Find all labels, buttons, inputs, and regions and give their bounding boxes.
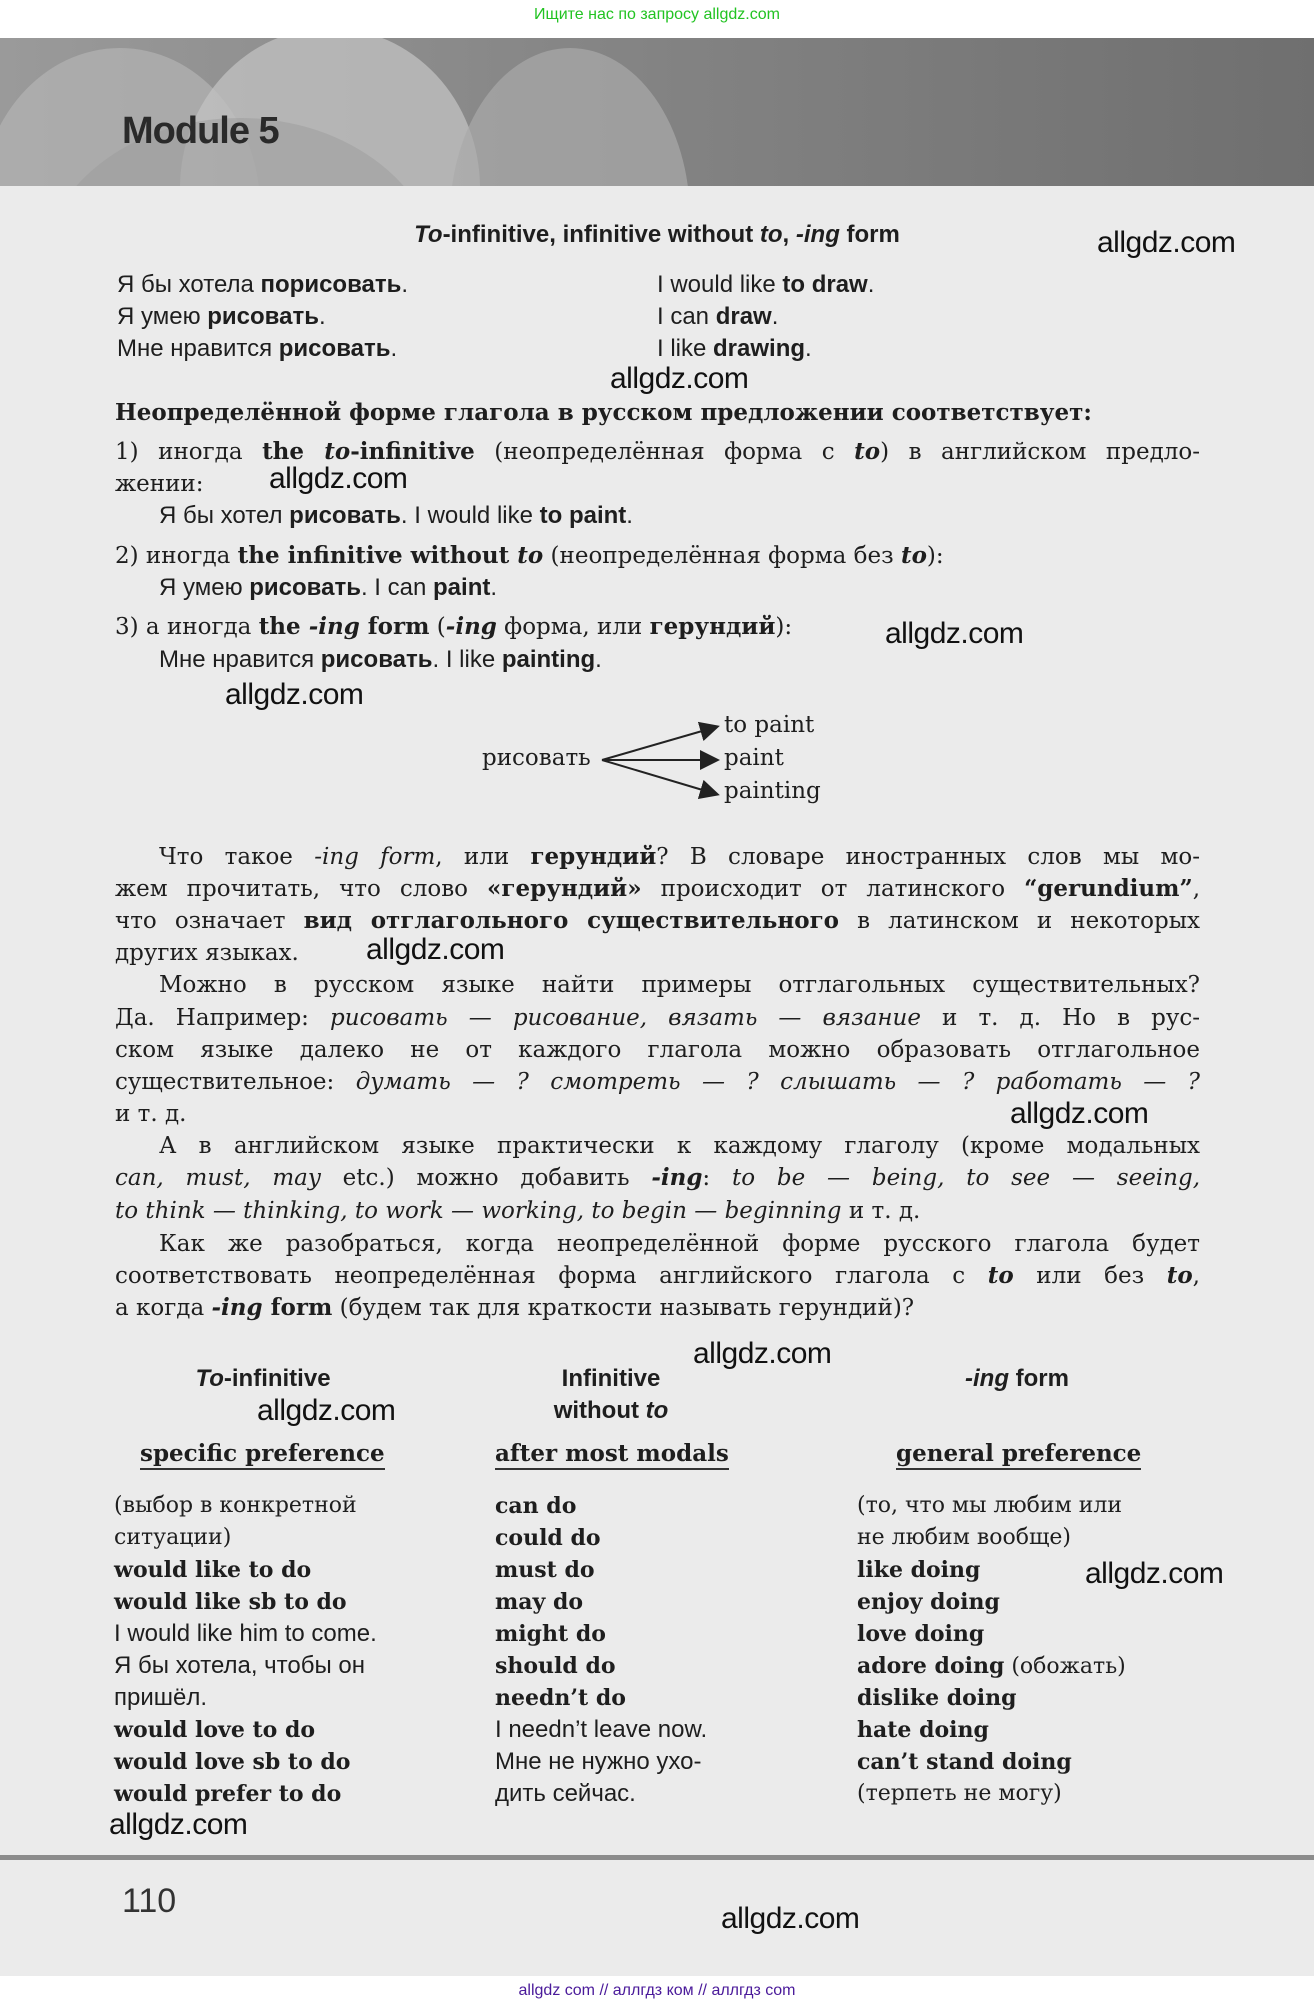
text-segment: герундий	[530, 843, 657, 870]
text-segment: form	[359, 613, 430, 640]
body-line	[115, 906, 1200, 936]
table-cell	[495, 1778, 707, 1810]
table-cell	[857, 1714, 1126, 1746]
text-segment: Я бы хотела, чтобы он	[114, 1652, 366, 1679]
text-segment: to	[854, 438, 881, 465]
table-cell	[495, 1554, 707, 1586]
text-segment: form	[1008, 1365, 1069, 1392]
text-segment: I would like him to come.	[114, 1620, 377, 1647]
diagram-source: рисовать	[482, 745, 591, 771]
text-segment: might do	[495, 1621, 606, 1647]
text-segment: would like sb to do	[114, 1589, 347, 1615]
body-line	[115, 1196, 920, 1226]
body-line	[159, 1131, 1200, 1161]
text-segment: (неопределённая форма с	[474, 439, 855, 465]
column-infinitive-without-to	[495, 1490, 707, 1810]
text-segment: .	[390, 335, 398, 362]
text-segment: painting	[501, 646, 596, 673]
text-segment: .	[771, 303, 779, 330]
text-segment: ):	[926, 543, 944, 569]
table-cell	[857, 1746, 1126, 1778]
text-segment: в латинском и некоторых	[839, 908, 1200, 934]
text-segment: would love to do	[114, 1717, 316, 1743]
body-line	[159, 1229, 1200, 1259]
body-line	[115, 1003, 1200, 1033]
text-segment: (то, что мы любим или	[857, 1493, 1122, 1518]
watermark: allgdz.com	[1097, 226, 1236, 259]
table-cell	[495, 1746, 707, 1778]
text-segment: love doing	[857, 1621, 985, 1647]
text-segment: Мне нравится	[159, 646, 321, 673]
watermark: allgdz.com	[269, 462, 408, 495]
text-segment: жении:	[115, 471, 204, 497]
body-line	[115, 1261, 1200, 1291]
body-line	[115, 938, 299, 968]
table-cell	[114, 1522, 377, 1554]
intro-line	[115, 612, 792, 642]
text-segment: form	[839, 221, 900, 248]
column-ing-form	[857, 1490, 1126, 1810]
table-cell	[495, 1650, 707, 1682]
text-segment: drawing	[713, 335, 806, 362]
text-segment: etc.) можно добавить	[320, 1165, 652, 1191]
text-segment: А в английском языке практически к каждому глаголу (кроме модальных	[159, 1133, 1200, 1159]
table-cell	[857, 1490, 1126, 1522]
text-segment: Infinitive	[561, 1365, 661, 1392]
text-segment: и т. д. Но в рус-	[920, 1005, 1200, 1031]
example-ru-3	[117, 334, 397, 366]
text-segment: 3) а иногда	[115, 614, 259, 640]
text-segment: Как же разобраться, когда неопределённой форме русского глагола будет	[159, 1231, 1200, 1257]
text-segment: ском языке далеко не от каждого глагола можно образовать отглагольное	[115, 1037, 1200, 1063]
intro-example	[159, 645, 602, 675]
text-segment: the	[262, 438, 325, 465]
text-segment: could do	[495, 1525, 601, 1551]
watermark: allgdz.com	[693, 1337, 832, 1370]
body-line	[159, 970, 1200, 1000]
text-segment: (неопределённая форма без	[543, 543, 901, 569]
table-cell	[114, 1586, 377, 1618]
text-segment: -ing	[445, 613, 497, 640]
text-segment: рисовать	[320, 646, 433, 673]
text-segment: would love sb to do	[114, 1749, 351, 1775]
text-segment: жем прочитать, что слово	[115, 876, 488, 902]
text-segment: (	[429, 614, 446, 640]
subheading-general-preference: general preference	[896, 1440, 1141, 1470]
text-segment: like doing	[857, 1557, 981, 1583]
text-segment: Что такое	[159, 844, 315, 870]
text-segment: To	[414, 221, 443, 248]
intro-example	[159, 501, 633, 531]
page-bottom-rule	[0, 1855, 1314, 1860]
table-cell	[114, 1778, 377, 1810]
text-segment: дить сейчас.	[495, 1780, 636, 1807]
table-cell	[495, 1490, 707, 1522]
text-segment: .	[867, 271, 875, 298]
text-segment: «герундий»	[487, 875, 642, 902]
table-cell	[114, 1618, 377, 1650]
text-segment: -ing	[651, 1164, 703, 1191]
text-segment: порисовать	[260, 271, 402, 298]
text-segment: to think — thinking, to work — working, to begin — beginning	[115, 1198, 842, 1224]
text-segment: и т. д.	[115, 1101, 187, 1127]
text-segment: -ing	[795, 221, 840, 248]
watermark: allgdz.com	[225, 678, 364, 711]
text-segment: рисовать	[278, 335, 391, 362]
text-segment: ,	[1192, 876, 1200, 902]
table-cell	[857, 1618, 1126, 1650]
table-cell	[114, 1746, 377, 1778]
text-segment: .	[490, 574, 498, 601]
intro-line	[115, 469, 204, 499]
text-segment: вид отглагольного существительного	[303, 907, 840, 934]
text-segment: думать — ? смотреть — ? слышать — ? работать — ?	[355, 1069, 1200, 1095]
body-line	[115, 1067, 1200, 1097]
text-segment: .	[318, 303, 326, 330]
text-segment: . I like	[432, 646, 502, 673]
body-line	[115, 1293, 914, 1323]
text-segment: must do	[495, 1557, 595, 1583]
text-segment: to be — being, to see — seeing,	[731, 1165, 1201, 1191]
text-segment: can do	[495, 1493, 577, 1519]
text-segment: “gerundium”	[1024, 875, 1193, 902]
text-segment: to	[1166, 1262, 1193, 1289]
text-segment: -ing	[211, 1294, 263, 1321]
text-segment: to	[324, 438, 351, 465]
text-segment: соответствовать неопределённая форма английского глагола с	[115, 1263, 988, 1289]
text-segment: рисовать — рисование, вязать — вязание	[330, 1005, 921, 1031]
text-segment: :	[702, 1165, 732, 1191]
table-cell	[495, 1714, 707, 1746]
text-segment: to	[645, 1397, 669, 1424]
text-segment: (терпеть не могу)	[857, 1781, 1062, 1806]
text-segment: .	[626, 502, 633, 529]
text-segment: Можно в русском языке найти примеры отглагольных существительных?	[159, 972, 1200, 998]
column-heading-infinitive-without-to	[491, 1363, 731, 1427]
text-segment: Неопределённой форме глагола в русском предложении соответствует:	[115, 399, 1092, 426]
text-segment: may do	[495, 1589, 584, 1615]
text-segment: ,	[782, 221, 796, 248]
text-segment: (выбор в конкретной	[114, 1493, 357, 1518]
table-cell	[495, 1682, 707, 1714]
text-segment: .	[805, 335, 812, 362]
body-line	[159, 842, 1200, 872]
table-cell	[114, 1490, 377, 1522]
text-segment: . I would like	[400, 502, 540, 529]
text-segment: рисовать	[289, 502, 401, 529]
heading-line	[143, 1363, 383, 1395]
text-segment: ,	[1192, 1263, 1200, 1289]
text-segment: рисовать	[249, 574, 361, 601]
watermark: allgdz.com	[610, 362, 749, 395]
text-segment: (будем так для краткости называть герундий)?	[332, 1295, 915, 1321]
text-segment: to	[517, 542, 544, 569]
watermark: allgdz.com	[1010, 1097, 1149, 1130]
text-segment: Мне нравится	[117, 335, 279, 362]
example-ru-2	[117, 302, 326, 334]
watermark: allgdz.com	[366, 933, 505, 966]
body-line	[115, 874, 1200, 904]
text-segment: существительное:	[115, 1069, 356, 1095]
text-segment: can’t stand doing	[857, 1749, 1072, 1775]
text-segment: paint	[433, 574, 491, 601]
text-segment: -ing	[308, 613, 360, 640]
text-segment: I can	[657, 303, 716, 330]
column-to-infinitive	[114, 1490, 377, 1810]
table-cell	[857, 1522, 1126, 1554]
text-segment: 1) иногда	[115, 439, 263, 465]
subheading-specific-preference: specific preference	[140, 1440, 385, 1470]
text-segment: Я бы хотел	[159, 502, 290, 529]
body-line	[115, 1163, 1200, 1193]
diagram-target: paint	[724, 745, 784, 771]
text-segment: , или	[435, 844, 531, 870]
intro-line	[115, 398, 1092, 428]
column-heading-ing-form	[897, 1363, 1137, 1395]
body-line	[115, 1035, 1200, 1065]
text-segment: происходит от латинского	[641, 876, 1025, 902]
table-cell	[495, 1618, 707, 1650]
text-segment: ):	[775, 614, 793, 640]
module-banner	[0, 38, 1314, 186]
text-segment: что означает	[115, 908, 304, 934]
text-segment: draw	[715, 303, 772, 330]
intro-line	[115, 541, 944, 571]
text-segment: -infinitive	[223, 1365, 331, 1392]
text-segment: ) в английском предло-	[880, 439, 1200, 465]
text-segment: (обожать)	[1004, 1654, 1126, 1679]
table-cell	[114, 1682, 377, 1714]
table-cell	[857, 1650, 1126, 1682]
text-segment: To	[195, 1365, 224, 1392]
footer-links: allgdz com // аллгдз ком // аллгдз com	[518, 1982, 796, 1999]
text-segment: -ing form	[314, 844, 436, 870]
text-segment: enjoy doing	[857, 1589, 1000, 1615]
table-cell	[495, 1586, 707, 1618]
body-line	[115, 1099, 186, 1129]
table-cell	[495, 1522, 707, 1554]
table-cell	[857, 1682, 1126, 1714]
watermark: allgdz.com	[885, 617, 1024, 650]
text-segment: не любим вообще)	[857, 1525, 1071, 1550]
text-segment: dislike doing	[857, 1685, 1017, 1711]
text-segment: рисовать	[207, 303, 319, 330]
module-title: Module 5	[122, 110, 279, 152]
text-segment: .	[401, 271, 409, 298]
table-cell	[857, 1778, 1126, 1810]
text-segment: I like	[657, 335, 714, 362]
watermark: allgdz.com	[109, 1808, 248, 1841]
text-segment: needn’t do	[495, 1685, 626, 1711]
text-segment: 2) иногда	[115, 543, 238, 569]
column-heading-to-infinitive	[143, 1363, 383, 1395]
text-segment: should do	[495, 1653, 616, 1679]
heading-line	[491, 1395, 731, 1427]
text-segment: the infinitive without	[237, 542, 518, 569]
top-search-note: Ищите нас по запросу allgdz.com	[534, 6, 780, 23]
watermark: allgdz.com	[257, 1394, 396, 1427]
watermark: allgdz.com	[1085, 1557, 1224, 1590]
text-segment: would like to do	[114, 1557, 312, 1583]
text-segment: form	[262, 1294, 333, 1321]
text-segment: Да. Например:	[115, 1005, 330, 1031]
text-segment: пришёл.	[114, 1684, 208, 1711]
text-segment: to	[759, 221, 783, 248]
page-number: 110	[122, 1882, 177, 1920]
heading-line	[897, 1363, 1137, 1395]
text-segment: I needn’t leave now.	[495, 1716, 708, 1743]
text-segment: ? В словаре иностранных слов мы мо-	[656, 844, 1200, 870]
text-segment: to draw	[782, 271, 868, 298]
text-segment: других языках.	[115, 940, 299, 966]
text-segment: Мне не нужно ухо-	[495, 1748, 702, 1775]
text-segment: I would like	[657, 271, 783, 298]
text-segment: would prefer to do	[114, 1781, 342, 1807]
text-segment: the	[258, 613, 309, 640]
text-segment: Я бы хотела	[117, 271, 261, 298]
example-ru-1	[117, 270, 408, 302]
subheading-after-most-modals: after most modals	[495, 1440, 729, 1470]
table-cell	[114, 1554, 377, 1586]
text-segment: . I can	[360, 574, 434, 601]
diagram-target: to paint	[724, 712, 815, 738]
text-segment: герундий	[649, 613, 776, 640]
text-segment: и т. д.	[841, 1198, 921, 1224]
diagram-arrows-icon	[598, 712, 728, 812]
text-segment: Я умею	[117, 303, 208, 330]
text-segment: Я умею	[159, 574, 250, 601]
example-en-2	[657, 302, 778, 334]
text-segment: ситуации)	[114, 1525, 232, 1550]
watermark: allgdz.com	[721, 1902, 860, 1935]
text-segment: to	[900, 542, 927, 569]
verb-form-diagram	[480, 712, 860, 812]
text-segment: without	[553, 1397, 646, 1424]
table-cell	[114, 1650, 377, 1682]
text-segment: а когда	[115, 1295, 212, 1321]
text-segment: to paint	[539, 502, 627, 529]
text-segment: hate doing	[857, 1717, 989, 1743]
text-segment: форма, или	[496, 614, 650, 640]
text-segment: -infinitive	[350, 438, 475, 465]
diagram-target: painting	[724, 778, 821, 804]
text-segment: -ing	[965, 1365, 1009, 1392]
text-segment: или без	[1013, 1263, 1167, 1289]
table-cell	[114, 1714, 377, 1746]
text-segment: -infinitive, infinitive without	[442, 221, 760, 248]
text-segment: adore doing	[857, 1653, 1005, 1679]
example-en-1	[657, 270, 874, 302]
intro-example	[159, 573, 497, 603]
text-segment: to	[987, 1262, 1014, 1289]
text-segment: .	[595, 646, 602, 673]
text-segment: can, must, may	[115, 1165, 321, 1191]
